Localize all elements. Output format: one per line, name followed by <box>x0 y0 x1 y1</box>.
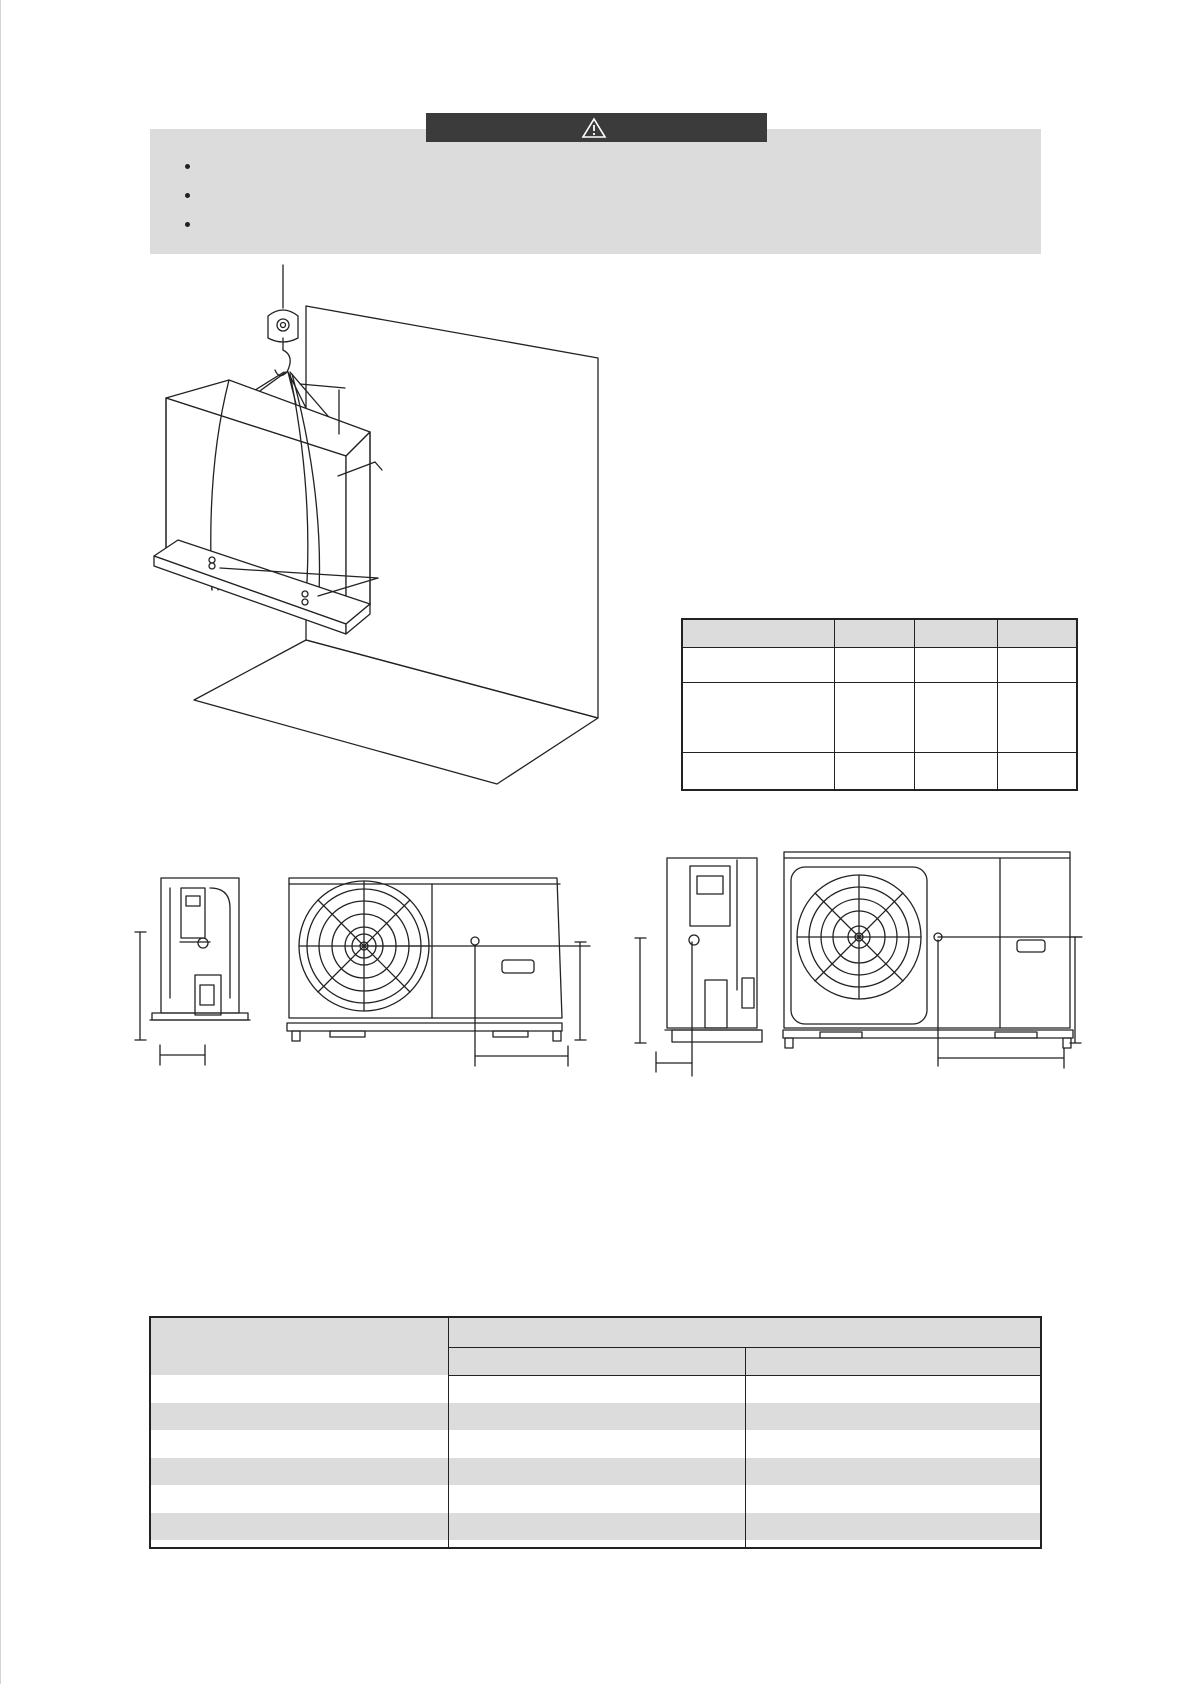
hook-icon <box>268 310 298 376</box>
spec-table-header-band <box>683 620 1076 648</box>
row-band-even <box>151 1458 1040 1485</box>
unit-b-side-view <box>635 858 762 1076</box>
floor-panel <box>194 640 598 784</box>
unit-b-front-view <box>783 852 1082 1068</box>
row-band-even <box>151 1403 1040 1430</box>
spec-table <box>681 618 1078 791</box>
dimension-table <box>149 1316 1042 1549</box>
unit-a-front-view <box>287 878 590 1066</box>
unit-a-side-view <box>135 878 250 1065</box>
lifting-illustration <box>154 265 598 784</box>
row-band-even <box>151 1513 1040 1540</box>
